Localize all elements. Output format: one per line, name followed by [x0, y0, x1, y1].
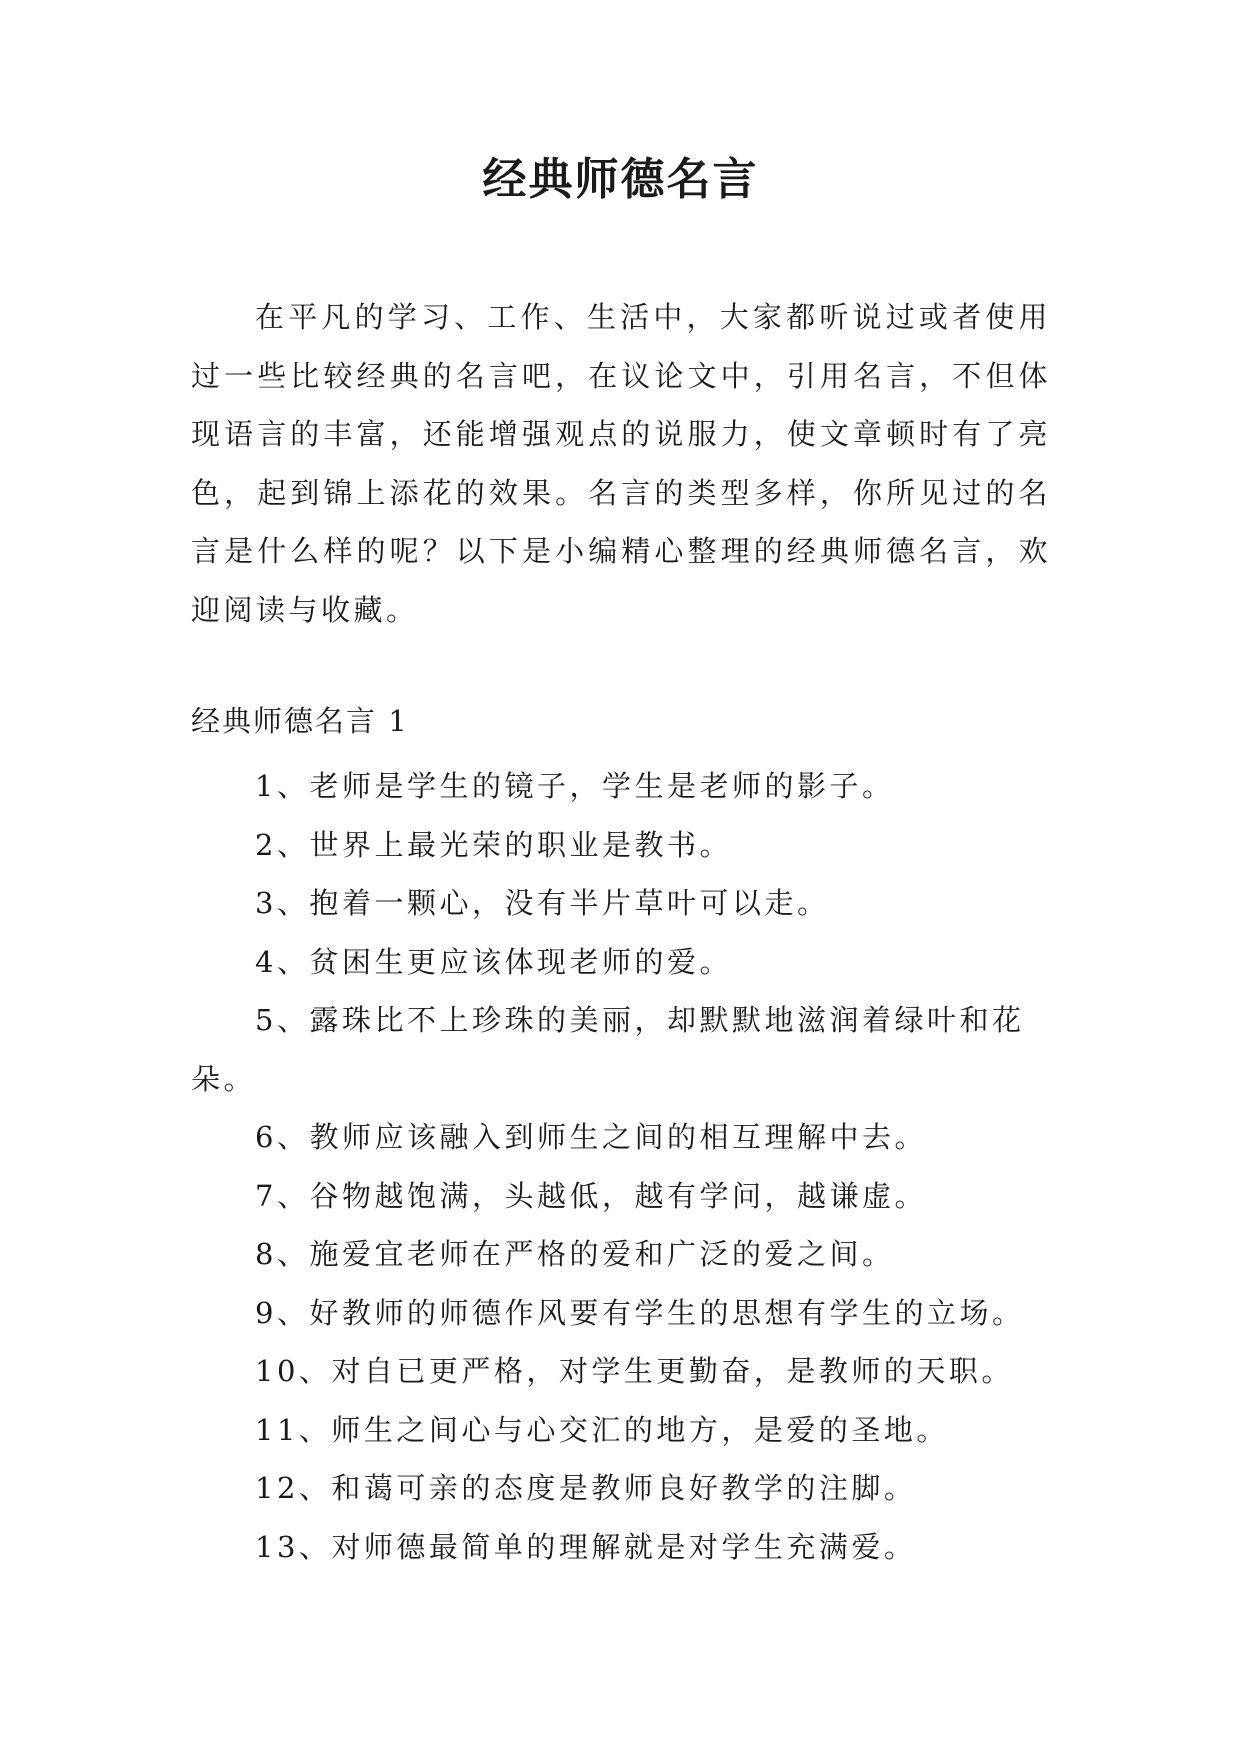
quote-item: 3、抱着一颗心，没有半片草叶可以走。 [255, 886, 830, 920]
quote-item: 7、谷物越饱满，头越低，越有学问，越谦虚。 [255, 1178, 927, 1213]
document-title: 经典师德名言 [482, 154, 759, 205]
quote-item: 9、好教师的师德作风要有学生的思想有学生的立场。 [255, 1295, 1025, 1330]
quote-item: 8、施爱宜老师在严格的爱和广泛的爱之间。 [255, 1237, 895, 1271]
quote-item: 4、贫困生更应该体现老师的爱。 [255, 944, 732, 979]
quote-item: 12、和蔼可亲的态度是教师良好教学的注脚。 [255, 1471, 917, 1505]
quote-item: 1、老师是学生的镜子，学生是老师的影子。 [255, 769, 895, 803]
quote-item: 5、露珠比不上珍珠的美丽，却默默地滋润着绿叶和花朵。 [191, 1003, 1025, 1096]
quote-item: 10、对自已更严格，对学生更勤奋，是教师的天职。 [255, 1354, 1014, 1388]
quote-list [191, 757, 1051, 1576]
quote-item: 11、师生之间心与心交汇的地方，是爱的圣地。 [255, 1412, 949, 1447]
section-heading: 经典师德名言 1 [191, 704, 409, 738]
quote-item: 2、世界上最光荣的职业是教书。 [255, 827, 732, 862]
quote-item: 13、对师德最简单的理解就是对学生充满爱。 [255, 1529, 917, 1564]
quote-item: 6、教师应该融入到师生之间的相互理解中去。 [255, 1120, 927, 1154]
intro-paragraph: 在平凡的学习、工作、生活中，大家都听说过或者使用过一些比较经典的名言吧，在议论文中，引用名言，不但体现语言的丰富，还能增强观点的说服力，使文章顿时有了亮色，起到锦上添花的效果。名言的类型多样，你所见过的名言是什么样的呢？以下是小编精心整理的经典师德名言，欢迎阅读与收藏。 [191, 300, 1051, 627]
